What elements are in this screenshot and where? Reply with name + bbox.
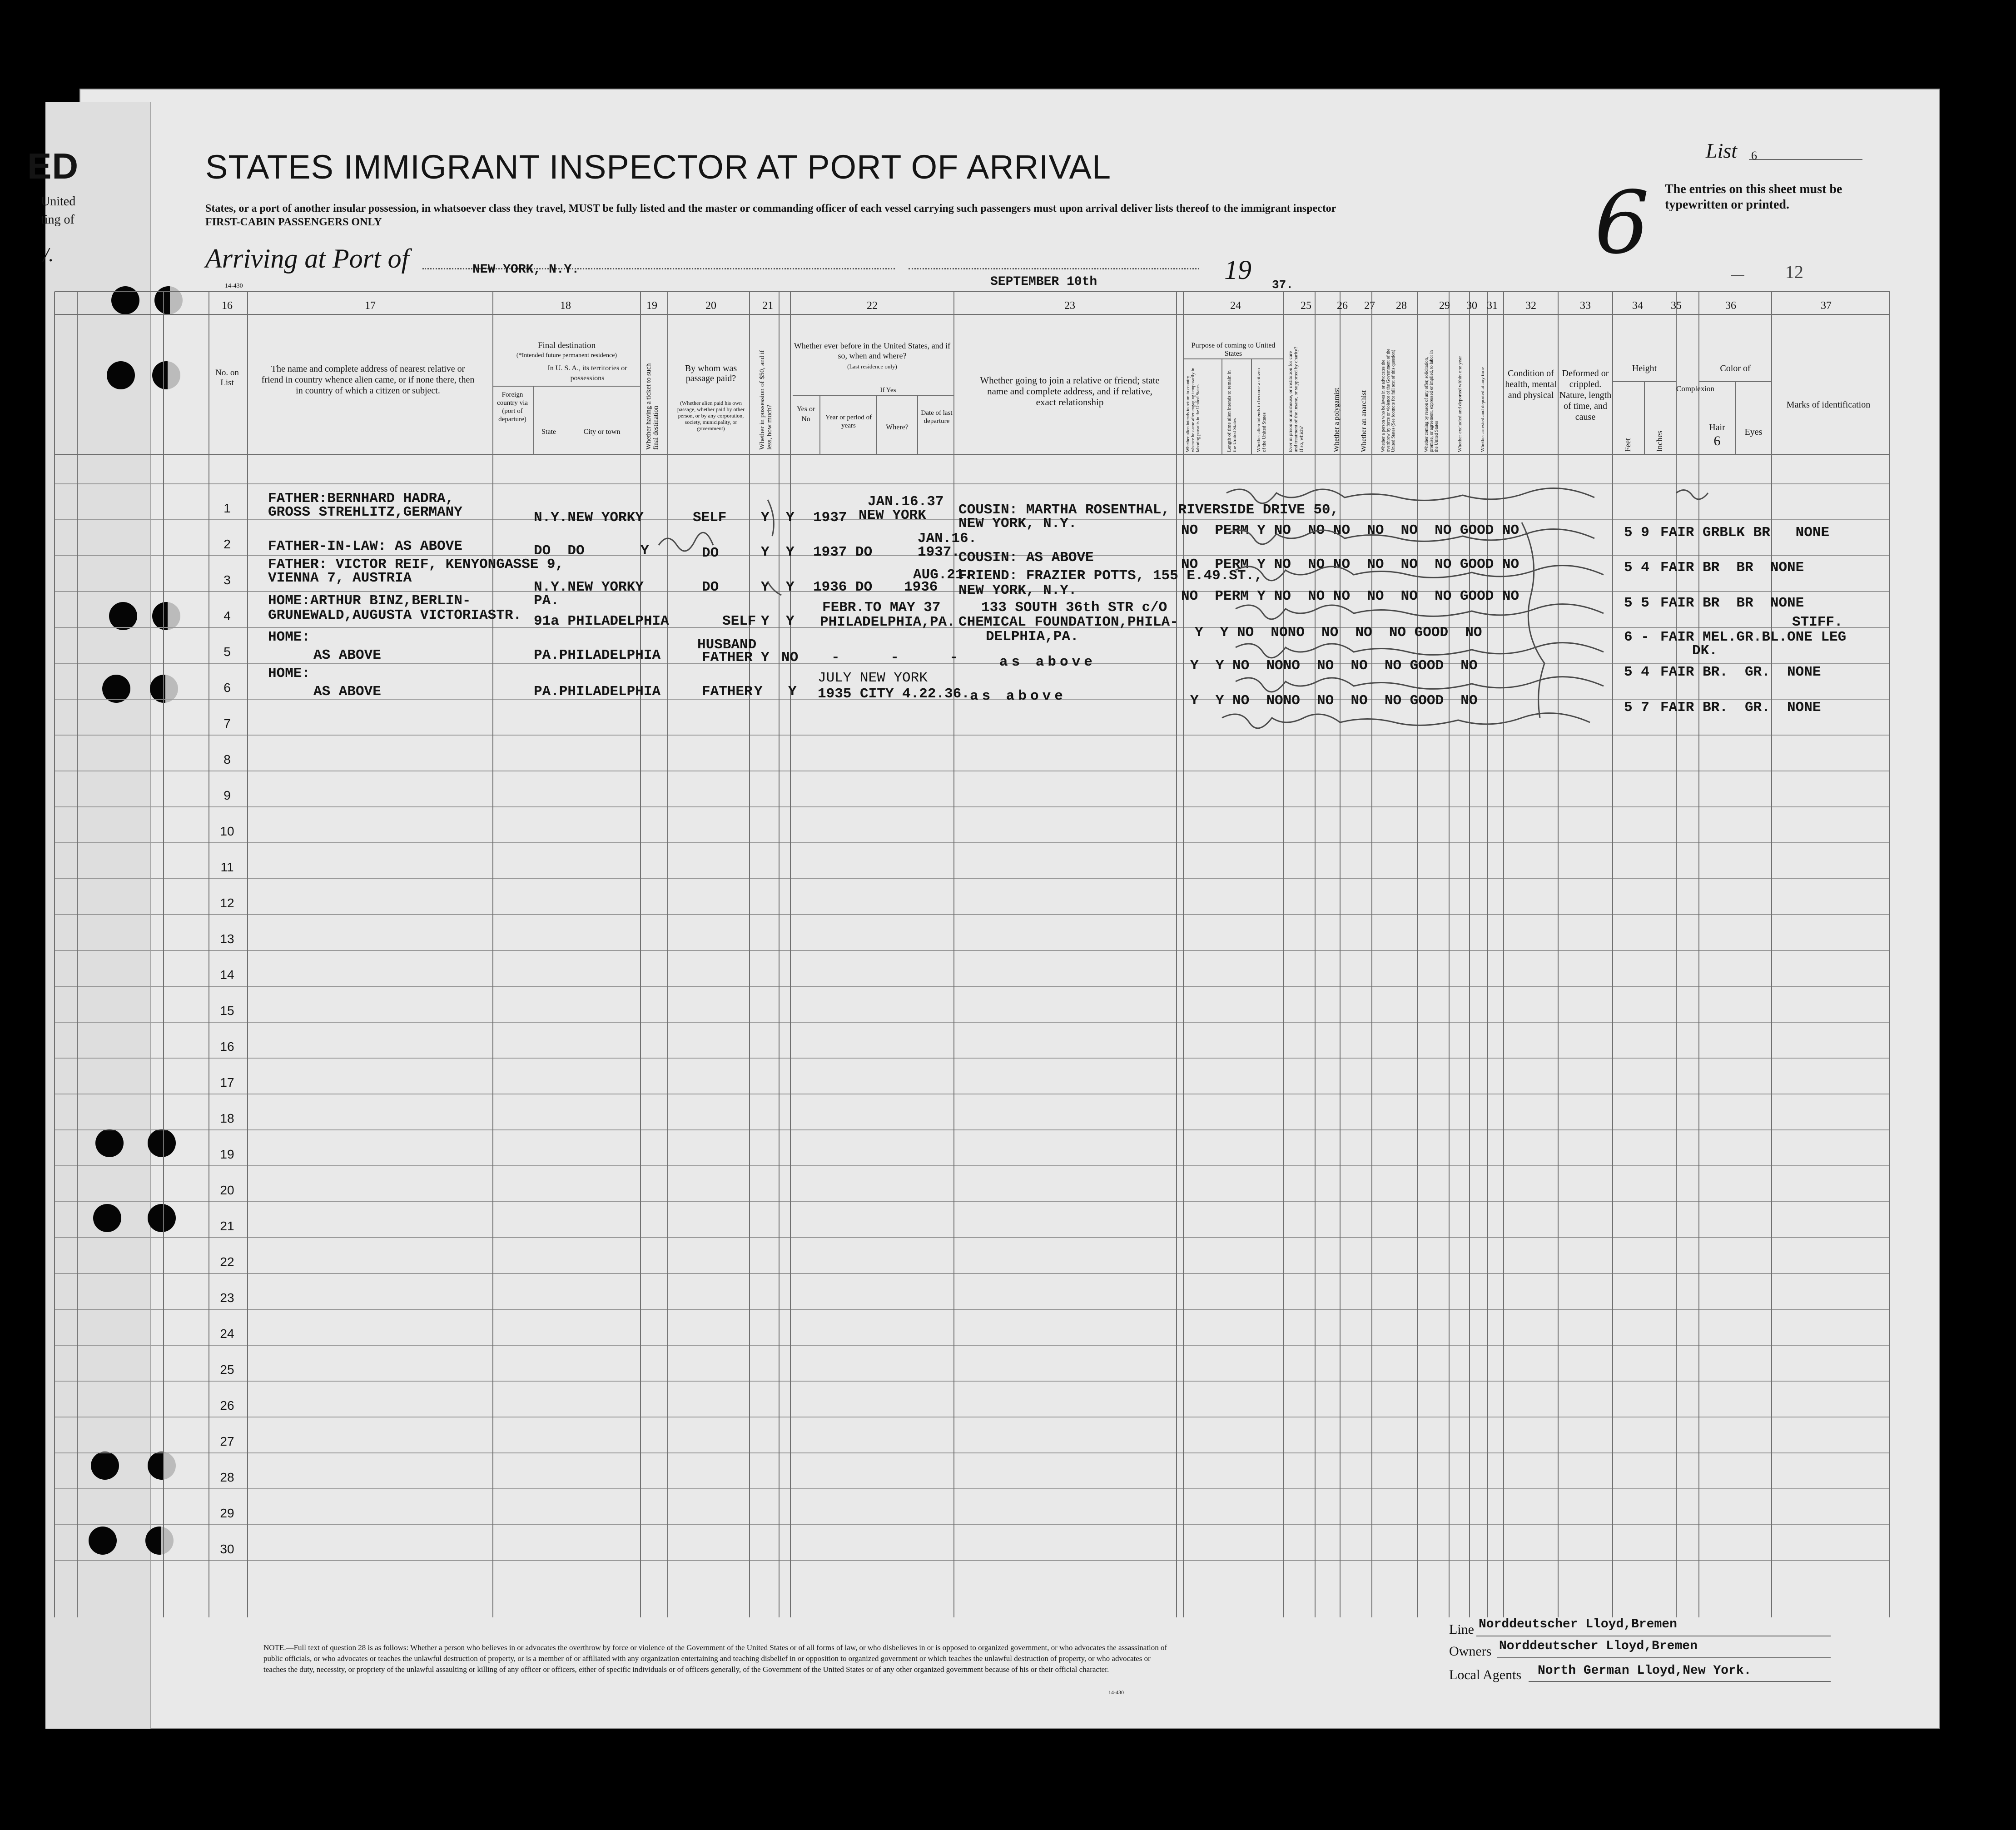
header-state: State [541,428,556,436]
header-intends-return: Whether alien intends to return to country whence he came after engaging temporarily in laboring pursuits in the United States [1186,368,1201,452]
r5-height: 5 4 [1624,664,1649,680]
row-number: 26 [220,1398,234,1412]
r6-fifty: Y [754,684,763,700]
col-num-35: 35 [1671,300,1682,312]
header-color-of: Color of [1720,363,1751,373]
row-number: 29 [220,1506,234,1520]
entries-note: The entries on this sheet must be typewritten or printed. [1665,182,1842,212]
row-number: 11 [220,860,234,874]
row-number: 14 [220,968,234,982]
r4-height: 6 - [1624,629,1649,645]
r3-answers: NO PERM Y NO NO NO NO NO NO GOOD NO [1181,588,1519,604]
r1-year: 1937 [813,510,847,526]
col-num-27: 27 [1364,300,1375,312]
header-ticket: Whether having a ticket to such final destination [645,363,660,450]
r4-marks-1: STIFF. [1792,614,1843,630]
row-number: 10 [220,824,234,838]
r4-relative-2: GRUNEWALD,AUGUSTA VICTORIASTR. [268,607,522,623]
r3-passage-paid: DO [702,579,719,595]
header-health: Condition of health, mental and physical [1505,368,1557,400]
header-passage-paid: By whom was passage paid? [685,363,737,383]
line-value: Norddeutscher Lloyd,Bremen [1479,1617,1677,1631]
r3-last-departure: AUG.21. [913,567,973,583]
header-no-on-list: No. on List [215,368,239,388]
r4-ever-in-us: Y [786,613,794,629]
row-number: 18 [220,1111,234,1125]
r6-relative-1: HOME: [268,666,311,681]
r5-joining: as above [999,654,1096,670]
header-ever-in-us: Whether ever before in the United States, and if so, when and where? [794,341,951,360]
col-num-26: 26 [1337,300,1348,312]
header-anarchist: Whether an anarchist [1360,390,1368,452]
header-eyes: Eyes [1744,427,1763,437]
header-passage-paid-note: (Whether alien paid his own passage, whether paid by other person, or by any corporation, society, municipality, or government) [677,400,745,432]
r4-joining-2: CHEMICAL FOUNDATION,PHILA- [958,614,1178,630]
row-number: 13 [220,932,234,946]
r1-answers: NO PERM Y NO NO NO NO NO NO GOOD NO [1181,522,1519,538]
r6-period: JULY NEW YORK [818,670,928,686]
r1-fifty: Y [761,510,770,526]
col-num-18: 18 [560,300,571,312]
arriving-label: Arriving at Port of [205,244,409,274]
col-num-19: 19 [646,300,657,312]
r5-fifty: Y [761,650,770,666]
col-num-20: 20 [705,300,716,312]
r6-answers: Y Y NO NONO NO NO NO GOOD NO [1190,693,1478,709]
col-num-25: 25 [1301,300,1311,312]
r5-description: FAIR BR. GR. NONE [1660,664,1821,680]
row-number: 2 [223,537,231,551]
page-title: STATES IMMIGRANT INSPECTOR AT PORT OF ARRIVAL [205,148,1112,186]
r6-passage-paid: FATHER [702,684,753,700]
row-number: 9 [223,788,231,802]
col-num-31: 31 [1487,300,1498,312]
r1-last-departure: JAN.16.37 [868,494,944,510]
side-text-2: ting of [41,213,74,227]
header-purpose: Purpose of coming to United States [1191,342,1276,358]
r5-ever-in-us: NO [781,650,799,666]
r1-destination: N.Y.NEW YORKY [534,510,644,526]
form-number: 14-430 [225,283,243,289]
year-prefix: 19 [1224,255,1251,285]
col-num-22: 22 [867,300,878,312]
corner-number: 12 [1785,262,1803,282]
r1-joining-1: COUSIN: MARTHA ROSENTHAL, RIVERSIDE DRIVE 50, [958,502,1339,518]
r4-joining-1: 133 SOUTH 36th STR c/O [981,600,1167,616]
side-text-1: United [41,194,76,209]
list-label: List [1706,139,1738,162]
footer-form-number: 14-430 [1108,1689,1124,1696]
r3-relative-2: VIENNA 7, AUSTRIA [268,570,412,586]
row-number: 6 [223,681,231,695]
r2-joining: COUSIN: AS ABOVE [958,550,1094,566]
header-final-destination: Final destination [537,341,596,350]
r4-passage-paid: SELF [722,613,756,629]
col-num-24: 24 [1230,300,1241,312]
r2-last-departure-year: 1937. [918,544,960,560]
row-number: 20 [220,1183,234,1197]
r4-fifty: Y [761,613,770,629]
row-number: 1 [223,501,231,515]
r4-state: PA. [534,593,559,609]
row-number: 25 [220,1363,234,1377]
port-value: NEW YORK, N.Y. [472,263,580,277]
cabin-class: FIRST-CABIN PASSENGERS ONLY [205,216,382,228]
row-number: 17 [220,1075,234,1089]
r5-relative-2: AS ABOVE [313,647,381,663]
row-number: 19 [220,1147,234,1161]
r2-ticket: Y [641,543,649,559]
list-value: 6 [1751,149,1757,162]
col-num-23: 23 [1064,300,1075,312]
r2-answers: NO PERM Y NO NO NO NO NO NO GOOD NO [1181,557,1519,572]
r2-last-departure: JAN.16. [918,531,977,547]
r3-joining-1: FRIEND: FRAZIER POTTS, 155 E.49.ST., [958,568,1263,584]
r6-description: FAIR BR. GR. NONE [1660,700,1821,716]
r6-joining: as above [970,688,1067,704]
r6-destination: PA.PHILADELPHIA [534,684,661,700]
r5-passage-paid-2: FATHER [702,650,753,666]
r1-joining-2: NEW YORK, N.Y. [958,516,1077,532]
row-number: 16 [220,1039,234,1054]
r1-relative-2: GROSS STREHLITZ,GERMANY [268,504,462,520]
r2-destination: DO DO [534,543,585,559]
agents-label: Local Agents [1449,1667,1522,1682]
r2-description: FAIR BR BR NONE [1660,560,1804,576]
r2-height: 5 4 [1624,560,1649,576]
header-foreign-country: Foreign country via (port of departure) [497,391,528,423]
r4-answers: Y Y NO NONO NO NO NO GOOD NO [1195,625,1482,641]
line-label: Line [1449,1622,1474,1637]
header-joining-relative: Whether going to join a relative or friend; state name and complete address, and if relative, exact relationship [980,375,1160,408]
r4-where: PHILADELPHIA,PA. [820,614,955,630]
r5-destination: PA.PHILADELPHIA [534,647,661,663]
page-subtitle: States, or a port of another insular possession, in whatsoever class they travel, MUST be fully listed and the master or commanding officer of each vessel carrying such passengers must upon arrival deliver lists thereof to the immigrant inspector [205,203,1336,214]
r1-ever-in-us: Y [786,510,794,526]
header-inches: Inches [1655,431,1664,452]
col-num-30: 30 [1466,300,1477,312]
owners-value: Norddeutscher Lloyd,Bremen [1499,1639,1698,1653]
col-num-37: 37 [1821,300,1832,312]
r4-description: FAIR MEL.GR.BL.ONE LEG [1660,629,1847,645]
r3-year: 1936 DO [813,579,873,595]
col-num-28: 28 [1396,300,1407,312]
row-number: 27 [220,1434,234,1448]
r4-relative-1: HOME:ARTHUR BINZ,BERLIN- [268,593,471,609]
r1-relative-1: FATHER:BERNHARD HADRA, [268,491,454,507]
col-num-16: 16 [222,300,233,312]
r6-where: 1935 CITY 4.22.36. [818,686,970,702]
date-value: SEPTEMBER 10th [990,275,1097,289]
col-num-29: 29 [1439,300,1450,312]
r3-relative-1: FATHER: VICTOR REIF, KENYONGASSE 9, [268,557,564,572]
header-if-yes: If Yes [880,387,896,394]
col-num-17: 17 [365,300,376,312]
col-num-34: 34 [1632,300,1643,312]
r2-year: 1937 DO [813,544,873,560]
header-usa: In U. S. A., its territories or possessions [547,364,627,382]
r5-passage-paid-1: HUSBAND [697,637,757,653]
col-num-21: 21 [762,300,773,312]
r3-description: FAIR BR BR NONE [1660,595,1804,611]
header-length-of-stay: Length of time alien intends to remain in the United States [1226,370,1237,452]
agents-underline [1529,1681,1831,1682]
header-marks: Marks of identification [1786,400,1871,410]
r6-relative-2: AS ABOVE [313,684,381,700]
row-number: 28 [220,1470,234,1484]
header-arrested: Whether arrested and deported at any time [1480,367,1485,452]
header-deformed: Deformed or crippled. Nature, length of time, and cause [1559,368,1612,422]
handwritten-list-number: 6 [1594,173,1649,273]
header-yes-no: Yes or No [796,405,815,423]
header-overthrow: Whether a person who believes in or advocates the overthrow by force or violence of the Government of the United States (See footnote for full text of this question) [1381,348,1396,452]
r2-ever-in-us: Y [786,544,794,560]
header-labor-offer: Whether coming by reason of any offer, solicitation, promise, or agreement, expressed or implied, to labor in the United States [1424,350,1439,452]
header-city: City or town [583,428,621,436]
header-feet: Feet [1623,438,1632,452]
row-number: 5 [223,645,231,659]
r4-joining-3: DELPHIA,PA. [986,629,1079,645]
col-num-36: 36 [1725,300,1736,312]
row-number: 23 [220,1291,234,1305]
r3-joining-2: NEW YORK, N.Y. [958,582,1077,598]
row-number: 15 [220,1004,234,1018]
header-height: Height [1632,363,1657,373]
r3-ever-in-us: Y [786,579,794,595]
r4-marks-2: DK. [1692,643,1718,659]
row-number: 30 [220,1542,234,1556]
side-glyph: /. [43,244,54,266]
year-suffix: 37. [1272,278,1293,292]
header-year: Year or period of years [825,414,872,429]
r4-period: FEBR.TO MAY 37 [822,600,941,616]
owners-underline [1497,1657,1831,1658]
header-hair: Hair [1709,423,1725,433]
row-number: 24 [220,1327,234,1341]
header-where: Where? [886,423,909,431]
row-number: 3 [223,573,231,587]
footnote-question-28: NOTE.—Full text of question 28 is as follows: Whether a person who believes in or advocates the overthrow by force or violence of the Government of the United States or of all forms of law, or who disbelieves in or is opposed to organized government, or who advocates the assassination of public officials, or who advocates or teaches the unlawful destruction of property, or is a member of or affiliated with any organization entertaining and teaching disbelief in or opposition to organized government or which teaches the unlawful destruction of property, or who advocates or teaches the duty, necessity, or propriety of the unlawful assaulting or killing of any officer or officers, either of specific individuals or of officers generally, of the Government of the United States or of any other organized government because of his or their official character. [263,1643,1167,1674]
row-number: 4 [223,609,231,623]
owners-label: Owners [1449,1644,1492,1659]
r6-height: 5 7 [1624,700,1649,716]
row-number: 8 [223,752,231,766]
r1-height: 5 9 [1624,525,1649,541]
r3-destination: N.Y.NEW YORKY [534,579,644,595]
r3-fifty: Y [761,579,770,595]
r6-ever-in-us: Y [788,684,797,700]
r1-where: NEW YORK [859,507,926,523]
header-prison: Ever in prison or almshouse, or institution for care and treatment of the insane, or supported by charity? If so, which? [1288,347,1304,452]
r4-destination: 91a PHILADELPHIA [534,613,669,629]
r5-answers: Y Y NO NONO NO NO NO GOOD NO [1190,658,1478,674]
header-fifty-dollars: Whether in possession of $50, and if less, how much? [759,350,773,450]
header-final-destination-note: (*Intended future permanent residence) [516,352,617,359]
header-last-residence: (Last residence only) [847,363,897,370]
title-fragment: ED [27,146,79,186]
r5-dashes: - - - [831,650,958,666]
r5-relative-1: HOME: [268,629,311,645]
r2-relative: FATHER-IN-LAW: AS ABOVE [268,538,462,554]
header-nearest-relative: The name and complete address of nearest relative or friend in country whence alien came, or if none there, then in country of which a citizen or subject. [261,364,475,396]
r3-height: 5 5 [1624,595,1649,611]
r2-passage-paid: DO [702,545,719,561]
r2-fifty: Y [761,544,770,560]
header-intends-citizen: Whether alien intends to become a citizen of the United States [1256,368,1267,452]
row-number: 22 [220,1255,234,1269]
header-polygamist: Whether a polygamist [1333,388,1341,452]
r1-description: FAIR GRBLK BR NONE [1660,525,1830,541]
r3-last-departure-year: 1936 [904,579,938,595]
row-number: 12 [220,896,234,910]
row-number: 7 [223,716,231,731]
header-complexion: Complexion [1676,384,1715,393]
col-num-32: 32 [1525,300,1536,312]
header-excluded: Whether excluded and deported within one year [1457,356,1463,452]
agents-value: North German Lloyd,New York. [1538,1664,1752,1678]
row-number: 21 [220,1219,234,1233]
col-num-33: 33 [1580,300,1591,312]
r1-passage-paid: SELF [693,510,727,526]
header-hair-mark: 6 [1713,433,1721,448]
header-last-departure: Date of last departure [921,409,953,425]
